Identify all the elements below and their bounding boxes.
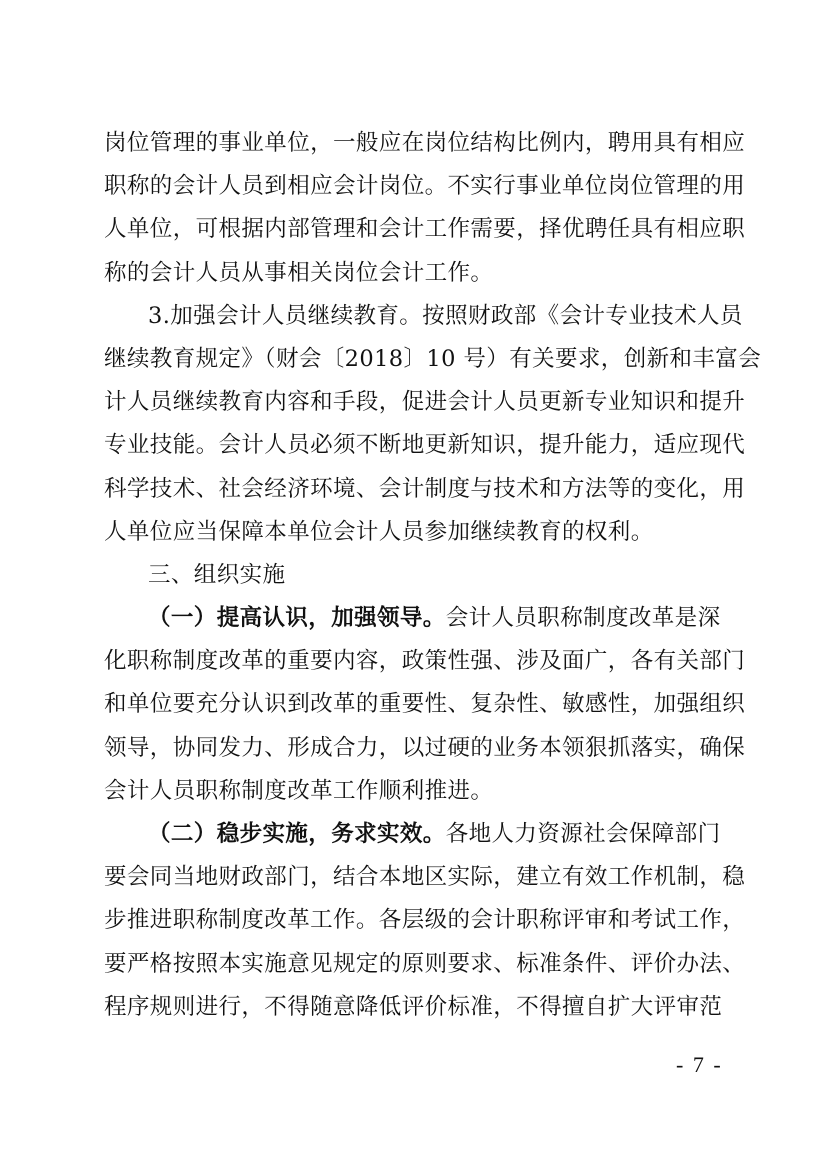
paragraph-3-line-1: [104, 597, 734, 640]
paragraph-1-line-2: 职称的会计人员到相应会计岗位。不实行事业单位岗位管理的用: [104, 173, 746, 200]
paragraph-3-line-3: 和单位要充分认识到改革的重要性、复杂性、敏感性，加强组织: [104, 691, 746, 718]
document-body: [104, 122, 762, 1029]
paragraph-1-line-1: 岗位管理的事业单位，一般应在岗位结构比例内，聘用具有相应: [104, 130, 746, 156]
paragraph-4-line-1: [104, 813, 734, 856]
paragraph-4-line-5: 程序规则进行，不得随意降低评价标准，不得擅自扩大评审范: [104, 993, 723, 1020]
paragraph-2-line-2: 继续教育规定》（财会〔2018〕10 号）有关要求，创新和丰富会: [104, 345, 762, 372]
paragraph-3-bold-lead: （一）提高认识，加强领导。: [148, 605, 446, 632]
paragraph-3-line-2: 化职称制度改革的重要内容，政策性强、涉及面广，各有关部门: [104, 648, 746, 675]
paragraph-3-line-1-text: 会计人员职称制度改革是深: [445, 605, 721, 632]
paragraph-4-line-4: 要严格按照本实施意见规定的原则要求、标准条件、评价办法、: [104, 950, 746, 977]
page-number: - 7 -: [676, 1052, 723, 1077]
paragraph-2-line-5: 科学技术、社会经济环境、会计制度与技术和方法等的变化，用: [104, 475, 746, 502]
paragraph-2-line-4: 专业技能。会计人员必须不断地更新知识，提升能力，适应现代: [104, 432, 746, 459]
section-heading: 三、组织实施: [148, 561, 286, 588]
paragraph-3-line-4: 领导，协同发力、形成合力，以过硬的业务本领狠抓落实，确保: [104, 734, 746, 761]
paragraph-4-line-3: 步推进职称制度改革工作。各层级的会计职称评审和考试工作，: [104, 907, 746, 934]
paragraph-1-line-4: 称的会计人员从事相关岗位会计工作。: [104, 259, 494, 286]
paragraph-2-line-6: 人单位应当保障本单位会计人员参加继续教育的权利。: [104, 518, 654, 545]
paragraph-4-line-2: 要会同当地财政部门，结合本地区实际，建立有效工作机制，稳: [104, 864, 746, 891]
paragraph-2-line-1: 3.加强会计人员继续教育。按照财政部《会计专业技术人员: [148, 302, 743, 329]
paragraph-1-line-3: 人单位，可根据内部管理和会计工作需要，择优聘任具有相应职: [104, 216, 746, 243]
paragraph-4-bold-lead: （二）稳步实施，务求实效。: [148, 821, 446, 847]
paragraph-2-line-3: 计人员继续教育内容和手段，促进会计人员更新专业知识和提升: [104, 389, 746, 416]
paragraph-4-line-1-text: 各地人力资源社会保障部门: [445, 821, 721, 847]
paragraph-3-line-5: 会计人员职称制度改革工作顺利推进。: [104, 777, 494, 804]
